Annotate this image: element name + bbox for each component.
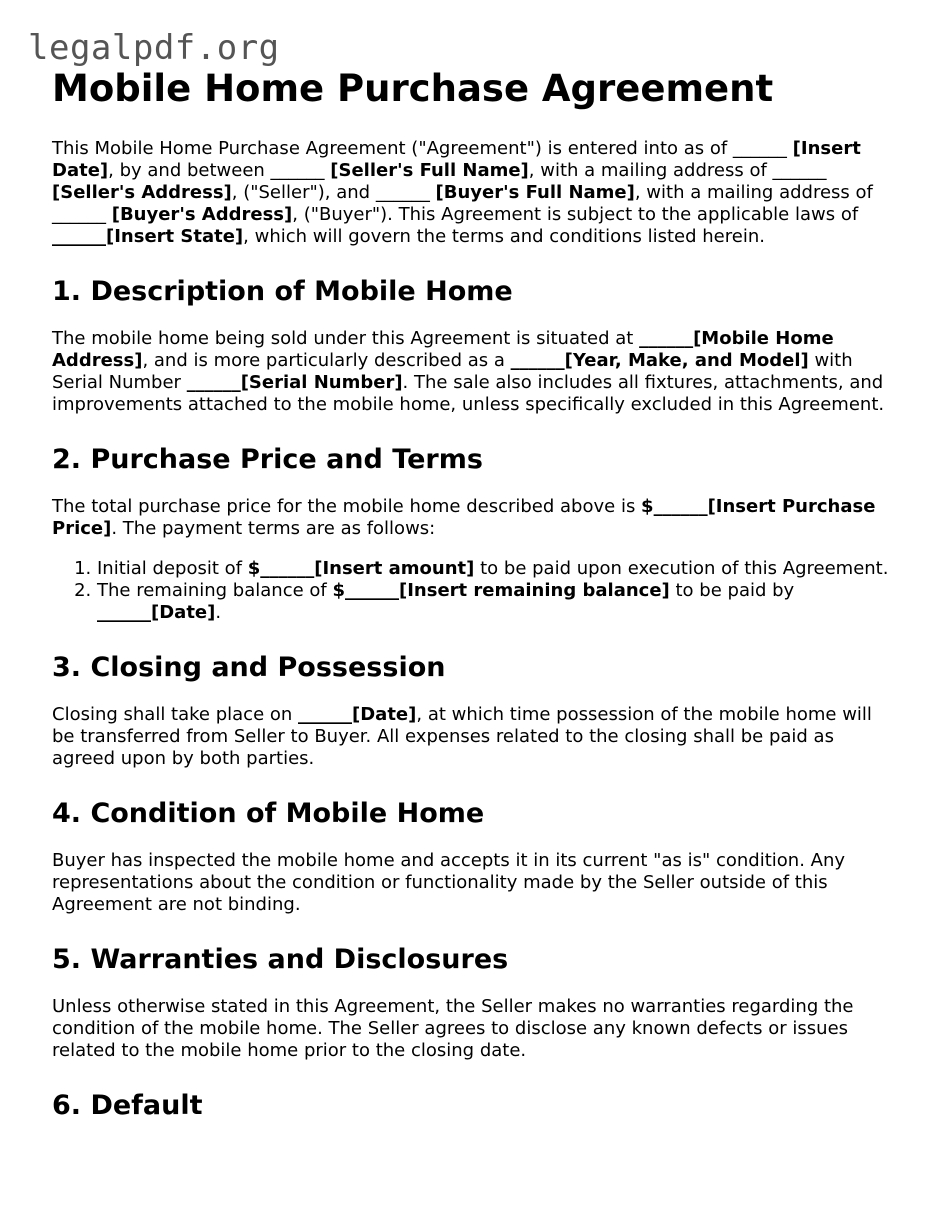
warranties-paragraph: Unless otherwise stated in this Agreement, the Seller makes no warranties regarding the condition of the mobile home. The Seller agrees to disclose any known defects or issues related to the mobile home prior to the closing date. [52,996,854,1061]
list-item-text: to be paid upon execution of this Agreement. [474,558,889,579]
balance-date-placeholder: ______[Date] [97,602,216,623]
section-heading-warranties: 5. Warranties and Disclosures [52,944,509,975]
section-heading-purchase-price: 2. Purchase Price and Terms [52,444,483,475]
closing-paragraph [52,704,892,770]
closing-date-placeholder: ______[Date] [298,704,417,725]
buyer-name-placeholder: [Buyer's Full Name] [435,182,635,203]
seller-address-placeholder: [Seller's Address] [52,182,232,203]
deposit-amount-placeholder: $______[Insert amount] [247,558,475,579]
buyer-address-placeholder: [Buyer's Address] [111,204,293,225]
document-title: Mobile Home Purchase Agreement [52,67,774,110]
intro-text: This Mobile Home Purchase Agreement ("Agreement") is entered into as of ______ [52,138,793,159]
document-body [52,66,892,1142]
purchase-price-paragraph [52,496,892,540]
payment-terms-list [52,558,892,624]
home-address-placeholder: ______[Mobile Home Address] [52,328,834,371]
serial-number-placeholder: ______[Serial Number] [186,372,403,393]
list-item-text: The remaining balance of [97,580,333,601]
seller-name-placeholder: [Seller's Full Name] [330,160,529,181]
purchase-price-placeholder: $______[Insert Purchase Price] [52,496,876,539]
intro-text: , with a mailing address of ______ [528,160,827,181]
state-placeholder: ______[Insert State] [52,226,244,247]
purchase-price-text: . The payment terms are as follows: [111,518,436,539]
description-text: The mobile home being sold under this Agreement is situated at [52,328,640,349]
section-heading-default: 6. Default [52,1090,203,1121]
intro-text: , by and between ______ [108,160,331,181]
list-item-text: to be paid by [669,580,795,601]
list-item [97,580,892,624]
intro-paragraph [52,138,892,248]
section-heading-closing: 3. Closing and Possession [52,652,446,683]
description-text: . The sale also includes all fixtures, attachments, and improvements attached to the mobile home, unless specifically excluded in this Agreement. [52,372,885,415]
intro-text: , ("Seller"), and ______ [231,182,436,203]
section-heading-condition: 4. Condition of Mobile Home [52,798,485,829]
closing-text: Closing shall take place on [52,704,299,725]
intro-text: , ("Buyer"). This Agreement is subject to the applicable laws of [292,204,859,225]
description-text: with Serial Number [52,350,853,393]
year-make-model-placeholder: ______[Year, Make, and Model] [510,350,809,371]
description-paragraph [52,328,892,416]
condition-paragraph: Buyer has inspected the mobile home and accepts it in its current "as is" condition. Any representations about the condition or functionality made by the Seller outside of this Agreement are not binding. [52,850,846,915]
section-heading-description: 1. Description of Mobile Home [52,276,513,307]
date-placeholder: [Insert Date] [52,138,861,181]
remaining-balance-placeholder: $______[Insert remaining balance] [332,580,670,601]
watermark-logo: legalpdf.org [28,28,280,68]
intro-text: , which will govern the terms and conditions listed herein. [243,226,765,247]
list-item [97,558,892,580]
intro-text: , with a mailing address of ______ [52,182,873,225]
description-text: , and is more particularly described as a [142,350,511,371]
list-item-text: Initial deposit of [97,558,248,579]
list-item-text: . [215,602,222,623]
purchase-price-text: The total purchase price for the mobile home described above is [52,496,642,517]
closing-text: , at which time possession of the mobile home will be transferred from Seller to Buyer. All expenses related to the closing shall be paid as agreed upon by both parties. [52,704,872,769]
